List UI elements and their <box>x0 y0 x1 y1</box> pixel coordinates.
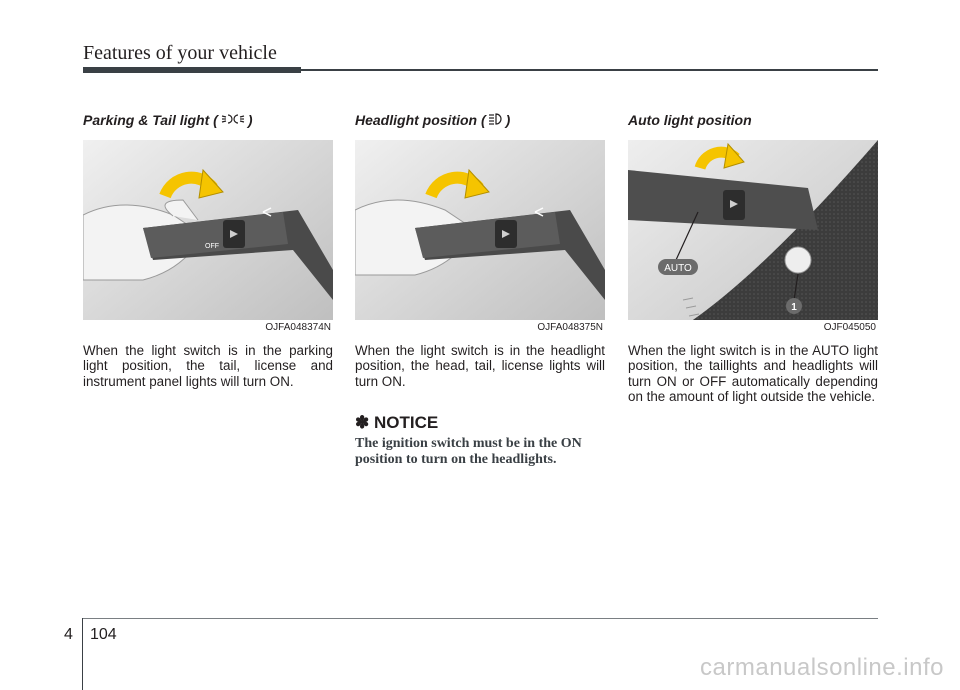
footer-rule <box>82 618 878 619</box>
notice-text: The ignition switch must be in the ON position to turn on the headlights. <box>355 436 582 467</box>
auto-callout-label: AUTO <box>664 263 692 274</box>
footer-divider <box>82 618 83 690</box>
figure-auto-light <box>628 140 878 336</box>
figure-parking-light <box>83 140 333 336</box>
section-body: When the light switch is in the AUTO light position, the taillights and headlights will turn ON or OFF automatically depending on the amount of light outside the vehicle. <box>628 343 878 404</box>
section-headlight-position <box>355 110 605 467</box>
header-title: Features of your vehicle <box>83 42 277 64</box>
figure-caption <box>628 320 878 336</box>
section-title: Parking & Tail light ( ) <box>83 110 333 130</box>
notice-box <box>355 412 605 468</box>
section-body: When the light switch is in the headlight position, the head, tail, license lights will turn ON. <box>355 343 605 389</box>
figure-code: OJF045050 <box>823 322 876 333</box>
section-auto-light-position <box>628 110 878 404</box>
headlight-icon <box>488 111 504 131</box>
header-rule-thick <box>83 67 301 73</box>
notice-title: ✽ NOTICE <box>355 413 439 432</box>
section-title: Auto light position <box>628 112 752 128</box>
watermark: carmanualsonline.info <box>700 654 944 681</box>
callout-number: 1 <box>791 302 797 313</box>
footer-page-number: 104 <box>90 626 117 643</box>
figure-code: OJFA048375N <box>537 322 603 333</box>
parking-light-icon <box>220 111 246 131</box>
header-rule-thin <box>301 69 878 71</box>
footer-section-number: 4 <box>64 626 73 643</box>
figure-caption <box>355 320 605 336</box>
section-body: When the light switch is in the parking light position, the tail, license and instrument panel lights will turn ON. <box>83 343 333 389</box>
stalk-off-label: OFF <box>205 243 219 250</box>
figure-code: OJFA048374N <box>265 322 331 333</box>
figure-headlight <box>355 140 605 336</box>
figure-caption <box>83 320 333 336</box>
section-title: Headlight position ( ) <box>355 110 605 130</box>
section-parking-tail-light <box>83 110 333 389</box>
